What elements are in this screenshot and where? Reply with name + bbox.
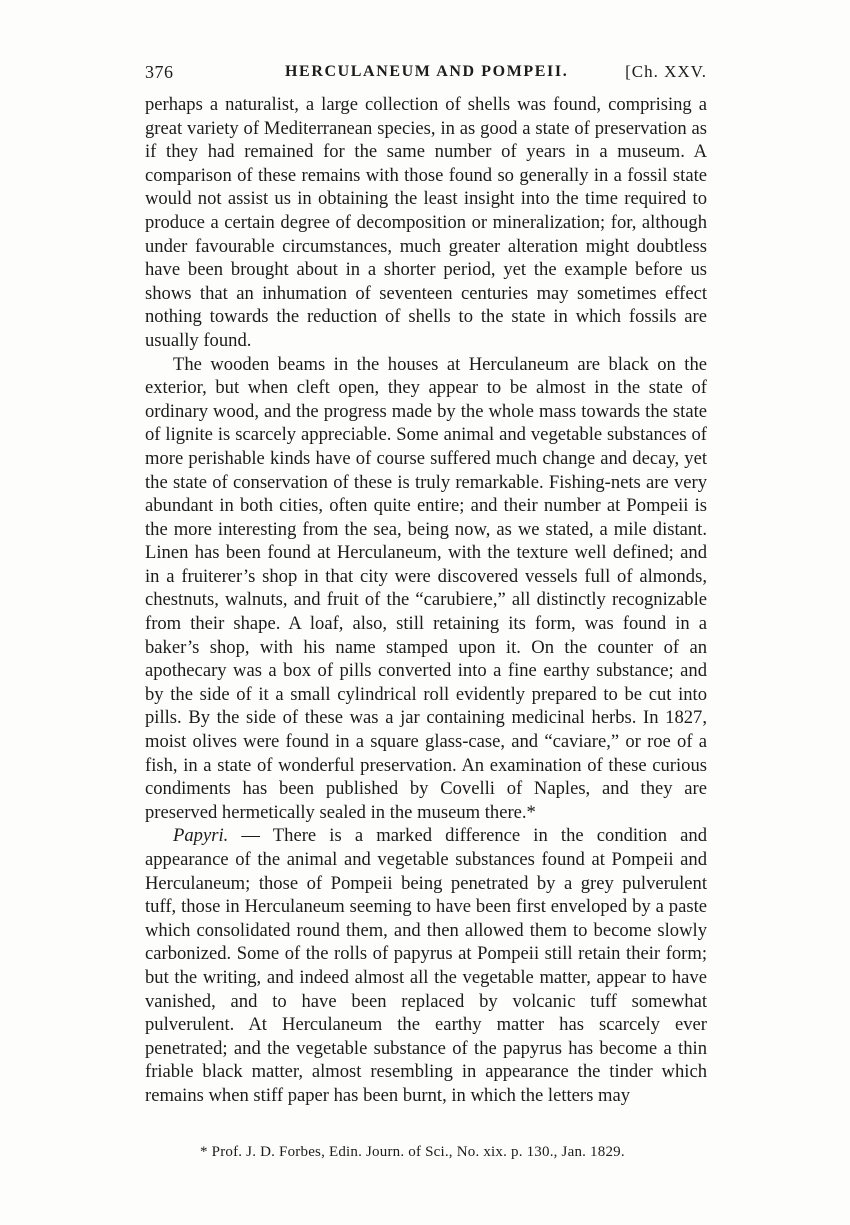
paragraph-1-text: perhaps a naturalist, a large collection of shells was found, comprising a great variety of Mediterranean species, in as good a state of preservation as if they had remained for the same number of years in a museum. A comparison of these remains with those found so generally in a fossil state would not assist us in obtaining the least insight into the time required to produce a certain degree of decomposition or mineralization; for, although under favourable circumstances, much greater alteration might doubtless have been brought about in a shorter period, yet the example before us shows that an inhumation of seventeen centuries may sometimes effect nothing towards the reduction of shells to the state in which fossils are usually found. — [145, 94, 707, 351]
running-title: HERCULANEUM AND POMPEII. — [285, 63, 569, 80]
page-number: 376 — [145, 62, 174, 82]
body-text — [145, 93, 707, 1108]
paragraph-3 — [145, 824, 707, 1107]
paragraph-1 — [145, 93, 707, 353]
paragraph-3-lead: Papyri. — [173, 825, 229, 847]
paragraph-2 — [145, 353, 707, 825]
footnote: * Prof. J. D. Forbes, Edin. Journ. of Sci., No. xix. p. 130., Jan. 1829. — [200, 1144, 625, 1160]
paragraph-2-text: The wooden beams in the houses at Herculaneum are black on the exterior, but when cleft open, they appear to be almost in the state of ordinary wood, and the progress made by the whole mass towards the state of lignite is scarcely appreciable. Some animal and vegetable substances of more perishable kinds have of course suffered much change and decay, yet the state of conservation of these is truly remarkable. Fishing-nets are very abundant in both cities, often quite entire; and their number at Pompeii is the more interesting from the sea, being now, as we stated, a mile distant. Linen has been found at Herculaneum, with the texture well defined; and in a fruiterer’s shop in that city were discovered vessels full of almonds, chestnuts, walnuts, and fruit of the “carubiere,” all distinctly recognizable from their shape. A loaf, also, still retaining its form, was found in a baker’s shop, with his name stamped upon it. On the counter of an apothecary was a box of pills converted into a fine earthy substance; and by the side of it a small cylindrical roll evidently prepared to be cut into pills. By the side of these was a jar containing medicinal herbs. In 1827, moist olives were found in a square glass-case, and “caviare,” or roe of a fish, in a state of wonderful preservation. An examination of these curious condiments has been published by Covelli of Naples, and they are preserved hermetically sealed in the museum there.* — [145, 353, 707, 823]
chapter-label: [Ch. XXV. — [625, 62, 707, 81]
paragraph-3-text: — There is a marked difference in the condition and appearance of the animal and vegetable substances found at Pompeii and Herculaneum; those of Pompeii being penetrated by a grey pulverulent tuff, those in Herculaneum seeming to have been first enveloped by a paste which consolidated round them, and then allowed them to become slowly carbonized. Some of the rolls of papyrus at Pompeii still retain their form; but the writing, and indeed almost all the vegetable matter, appear to have vanished, and to have been replaced by volcanic tuff somewhat pulverulent. At Herculaneum the earthy matter has scarcely ever penetrated; and the vegetable substance of the papyrus has become a thin friable black matter, almost resembling in appearance the tinder which remains when stiff paper has been burnt, in which the letters may — [145, 825, 707, 1106]
page-header — [145, 62, 707, 88]
